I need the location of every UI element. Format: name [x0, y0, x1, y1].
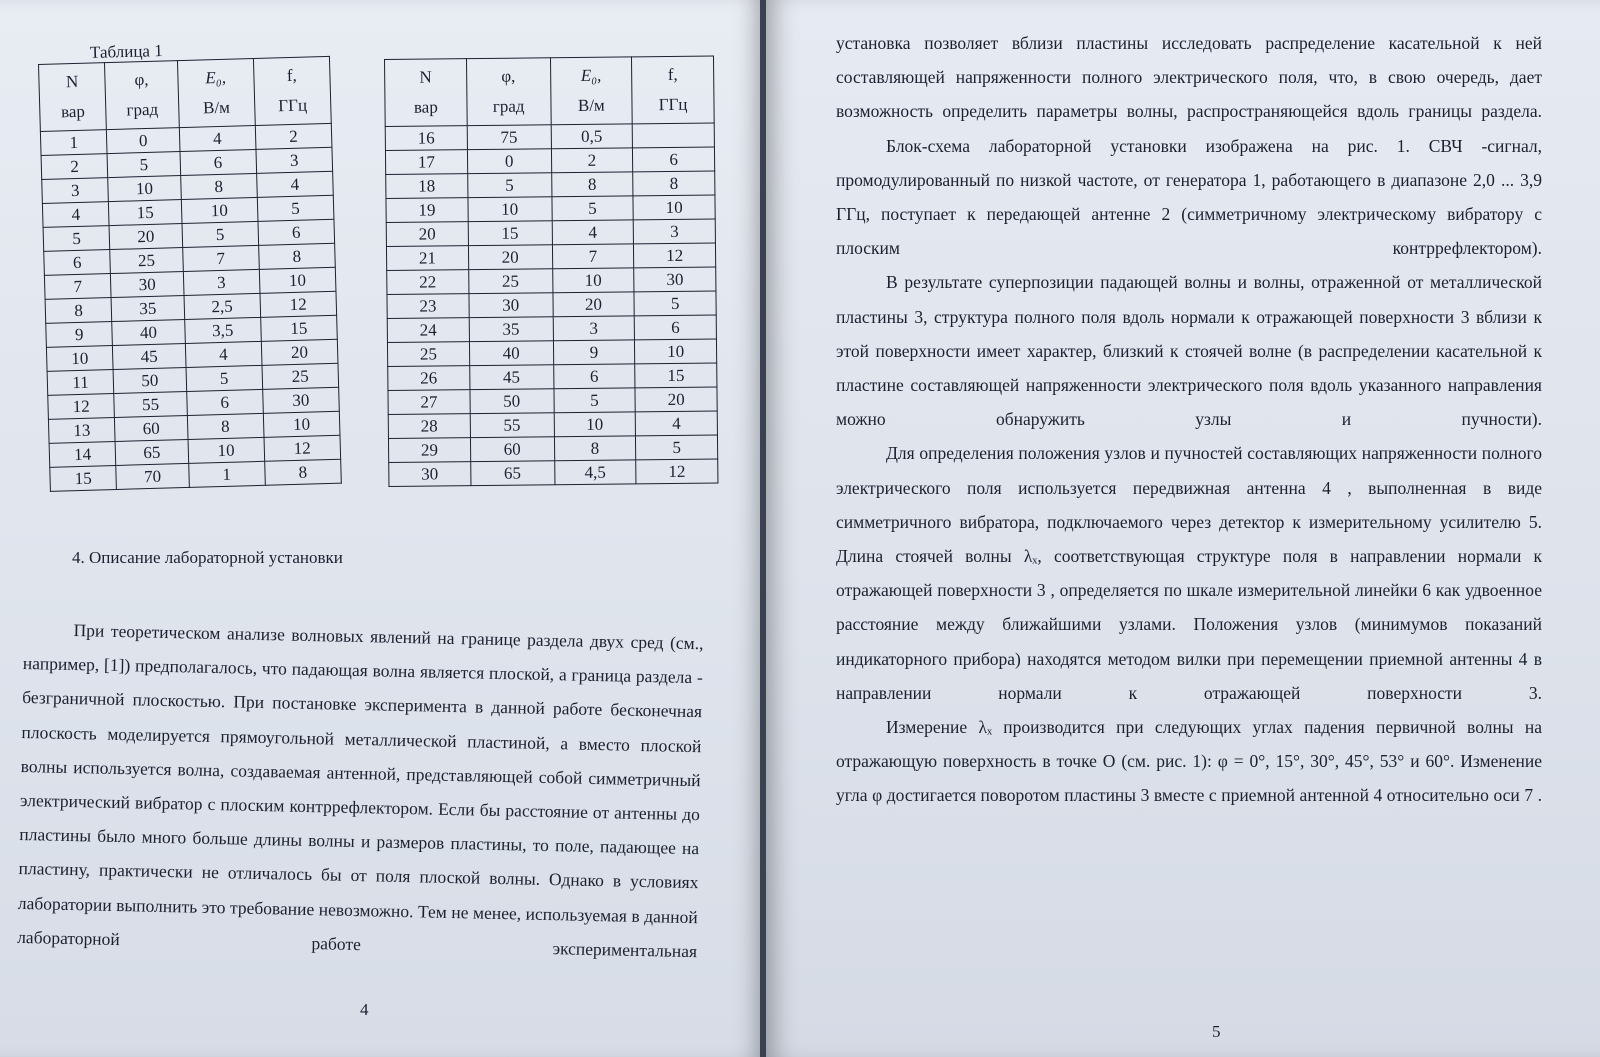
- table-row: [388, 411, 717, 438]
- table-cell: 10: [635, 339, 717, 364]
- table-row: [387, 267, 716, 294]
- column-header-line1: E₀,: [580, 65, 602, 85]
- table-body: [40, 123, 341, 491]
- table-cell: 5: [182, 221, 259, 247]
- table-caption: Таблица 1: [89, 41, 163, 62]
- table-cell: 10: [181, 197, 258, 223]
- table-cell: 5: [186, 365, 263, 391]
- table-cell: 4: [552, 220, 634, 245]
- table-cell: 40: [469, 341, 553, 366]
- column-header-line2: вар: [60, 101, 86, 122]
- table-cell: 55: [470, 413, 554, 438]
- table-cell: 4: [179, 125, 256, 151]
- column-header: [550, 57, 632, 125]
- column-header-line2: вар: [413, 97, 438, 117]
- table-cell: 8: [45, 298, 112, 324]
- table-cell: 4: [42, 202, 109, 228]
- table-cell: 6: [44, 250, 111, 276]
- table-cell: 5: [553, 388, 635, 413]
- table-cell: 50: [113, 367, 186, 393]
- column-header: [253, 56, 331, 125]
- table-variants-1-15: [38, 56, 342, 492]
- table-cell: 19: [386, 198, 468, 223]
- table-header-row: [385, 56, 715, 126]
- table-cell: 15: [635, 363, 717, 388]
- table-header-row: [39, 56, 332, 131]
- table-cell: 12: [636, 459, 718, 484]
- table-cell: 4: [185, 341, 262, 367]
- table-cell: 12: [48, 394, 115, 420]
- table-cell: 10: [633, 195, 715, 220]
- table-cell: 8: [264, 459, 341, 485]
- table-row: [385, 147, 714, 174]
- table-cell: 10: [468, 197, 552, 222]
- table-cell: 20: [635, 387, 717, 412]
- table-cell: 30: [389, 462, 471, 487]
- table-cell: 5: [634, 291, 716, 316]
- table-cell: 12: [634, 243, 716, 268]
- table-cell: 3: [183, 269, 260, 295]
- table-row: [386, 171, 715, 198]
- column-header-line2: ГГц: [277, 95, 308, 116]
- table-cell: 5: [107, 152, 180, 178]
- table-row: [387, 339, 716, 366]
- table-cell: 3: [553, 316, 635, 341]
- column-header-line1: f,: [286, 65, 298, 86]
- table-cell: 60: [115, 415, 188, 441]
- table-cell: 9: [46, 322, 113, 348]
- column-header: [105, 61, 179, 130]
- table-cell: 10: [554, 412, 636, 437]
- table-cell: 17: [385, 150, 467, 175]
- table-cell: 4: [256, 171, 333, 197]
- table-cell: 25: [387, 342, 469, 367]
- table-cell: 13: [48, 417, 115, 443]
- table-cell: 15: [260, 315, 337, 341]
- table-cell: 5: [636, 435, 718, 460]
- table-cell: 8: [180, 173, 257, 199]
- table-cell: 30: [262, 387, 339, 413]
- table-cell: 65: [115, 439, 188, 465]
- table-cell: 6: [180, 149, 257, 175]
- table-cell: 35: [469, 317, 553, 342]
- table-cell: 22: [387, 270, 469, 295]
- table-cell: 30: [469, 293, 553, 318]
- table-cell: 2: [41, 154, 108, 180]
- table-body: [385, 123, 718, 486]
- table-cell: 75: [467, 125, 551, 150]
- column-header-line2: В/м: [202, 97, 231, 118]
- table-cell: 14: [49, 441, 116, 467]
- table-cell: 21: [386, 246, 468, 271]
- column-header-line1: φ,: [134, 69, 149, 90]
- table-cell: 5: [467, 173, 551, 198]
- table-cell: 6: [634, 315, 716, 340]
- table-cell: 9: [553, 340, 635, 365]
- section-heading: 4. Описание лабораторной установки: [72, 548, 343, 567]
- column-header: [177, 58, 255, 127]
- table-cell: 8: [633, 171, 715, 196]
- table-row: [386, 219, 715, 246]
- table-cell: 5: [43, 226, 110, 252]
- table-cell: 10: [263, 411, 340, 437]
- table-cell: 20: [386, 222, 468, 247]
- column-header: [39, 63, 107, 132]
- table-cell: 12: [260, 291, 337, 317]
- table-cell: 29: [388, 438, 470, 463]
- table-cell: 6: [553, 364, 635, 389]
- table-cell: 15: [468, 221, 552, 246]
- table-cell: 23: [387, 294, 469, 319]
- table-cell: 25: [110, 248, 183, 274]
- table-cell: 45: [113, 344, 186, 370]
- column-header-line2: град: [126, 99, 159, 120]
- page-number-right: 5: [1212, 1022, 1221, 1041]
- column-header-line1: φ,: [501, 66, 516, 86]
- table-cell: 0: [107, 128, 180, 154]
- table-cell: 3,5: [184, 317, 261, 343]
- table-cell: 4,5: [554, 460, 636, 485]
- paragraph-2: Блок-схема лабораторной установки изображена на рис. 1. СВЧ -сигнал, промодулированный по низкой частоте, от генератора 1, работающего в диапазоне 2,0 ... 3,9 ГГц, поступает к передающей антенне 2 (симметричному электрическому вибратору с плоским контррефлектором).: [836, 135, 1542, 259]
- table-cell: 7: [552, 244, 634, 269]
- table-cell: 65: [470, 461, 554, 486]
- table-cell: 6: [633, 147, 715, 172]
- table-cell: 5: [551, 196, 633, 221]
- table-cell: 1: [40, 130, 107, 156]
- table-row: [387, 315, 716, 342]
- column-header-line1: E₀,: [205, 67, 227, 88]
- table-cell: 24: [387, 318, 469, 343]
- table-cell: 35: [111, 296, 184, 322]
- table-cell: 5: [257, 195, 334, 221]
- table-cell: 3: [42, 178, 109, 204]
- table-cell: 28: [388, 414, 470, 439]
- table-cell: 2,5: [184, 293, 261, 319]
- table-cell: 25: [262, 363, 339, 389]
- column-header-line1: N: [65, 71, 79, 92]
- paragraph-3: В результате суперпозиции падающей волны и волны, отраженной от металлической пластины 3, структура полного поля вдоль нормали к отражающей поверхности 3 вблизи к этой поверхности имеет характер, близкий к стоячей волне (в распределении касательной к пластине составляющей напряженности электрического поля вдоль указанного направления можно обнаружить узлы и пучности).: [836, 272, 1542, 430]
- table-cell: 2: [255, 123, 332, 149]
- table-cell: 20: [468, 245, 552, 270]
- table-cell: 11: [47, 370, 114, 396]
- table-cell: 10: [188, 437, 265, 463]
- table-cell: [632, 123, 714, 148]
- table-cell: 0: [467, 149, 551, 174]
- table-cell: 6: [186, 389, 263, 415]
- table-cell: 50: [470, 389, 554, 414]
- table-cell: 2: [551, 148, 633, 173]
- table-row: [387, 291, 716, 318]
- column-header-line1: f,: [667, 64, 678, 85]
- table-cell: 20: [552, 292, 634, 317]
- table-cell: 7: [182, 245, 259, 271]
- left-page: [0, 0, 762, 1057]
- table-cell: 15: [50, 465, 117, 491]
- paragraph-1: установка позволяет вблизи пластины исследовать распределение касательной к ней составляющей напряженности полного электрического поля, что, в свою очередь, дает возможность определить параметры волны, распространяющейся вдоль границы раздела.: [836, 33, 1542, 122]
- table-cell: 3: [256, 147, 333, 173]
- table-cell: 7: [44, 274, 111, 300]
- column-header-line2: ГГц: [658, 94, 688, 115]
- table-cell: 27: [388, 390, 470, 415]
- table-cell: 0,5: [551, 124, 633, 149]
- table-cell: 3: [633, 219, 715, 244]
- table-row: [386, 195, 715, 222]
- table-row: [385, 123, 714, 150]
- table-cell: 15: [109, 200, 182, 226]
- right-text-column: [836, 26, 1542, 813]
- column-header-line2: град: [492, 96, 525, 116]
- table-cell: 1: [188, 461, 265, 487]
- table-cell: 30: [111, 272, 184, 298]
- table-cell: 10: [46, 346, 113, 372]
- left-paragraph: При теоретическом анализе волновых явлений на границе раздела двух сред (см., например, [1]) предполагалось, что падающая волна является плоской, а граница раздела - безграничной плоскостью. При постановке эксперимента в данной работе бесконечная плоскость моделируется прямоугольной металлической пластиной, а вместо плоской волны используется волна, создаваемая антенной, представляющей собой симметричный электрический вибратор с плоским контррефлектором. Если бы расстояние от антенны до пластины было много больше длины волны и размеров пластины, то поле, падающее на пластину, практически не отличалось бы от поля плоской волны. Однако в условиях лаборатории выполнить это требование невозможно. Тем не менее, используемая в данной лабораторной работе экспериментальная: [16, 620, 704, 961]
- table-row: [388, 387, 717, 414]
- paragraph-5: Измерение λₓ производится при следующих углах падения первичной волны на отражающую поверхность в точке О (см. рис. 1): φ = 0°, 15°, 30°, 45°, 53° и 60°. Изменение угла φ достигается поворотом пластины 3 вместе с приемной антенной 4 относительно оси 7 .: [836, 717, 1542, 806]
- page-number-left: 4: [360, 1000, 369, 1019]
- table-cell: 45: [469, 365, 553, 390]
- table-variants-16-30: [384, 56, 718, 487]
- table-cell: 8: [258, 243, 335, 269]
- column-header: [385, 59, 467, 127]
- table-cell: 8: [187, 413, 264, 439]
- table-cell: 25: [468, 269, 552, 294]
- table-cell: 10: [108, 176, 181, 202]
- table-cell: 8: [551, 172, 633, 197]
- table-row: [389, 459, 718, 486]
- table-cell: 4: [635, 411, 717, 436]
- table-cell: 40: [112, 320, 185, 346]
- table-cell: 18: [386, 174, 468, 199]
- table-cell: 6: [258, 219, 335, 245]
- table-row: [386, 243, 715, 270]
- table-cell: 70: [116, 463, 189, 489]
- table-cell: 16: [385, 126, 467, 151]
- table-cell: 60: [470, 437, 554, 462]
- column-header: [466, 58, 551, 126]
- table-cell: 26: [388, 366, 470, 391]
- paragraph-4: Для определения положения узлов и пучностей составляющих напряженности полного электрического поля используется передвижная антенна 4 , выполненная в виде симметричного вибратора, подключаемого через детектор к измерительному усилителю 5. Длина стоячей волны λₓ, соответствующая структуре поля в направлении нормали к отражающей поверхности 3 , определяется по шкале измерительной линейки 6 как удвоенное расстояние между ближайшими узлами. Положения узлов (минимумов показаний индикаторного прибора) находятся методом вилки при перемещении приемной антенны 4 в направлении нормали к отражающей поверхности 3.: [836, 443, 1542, 703]
- table-cell: 8: [554, 436, 636, 461]
- column-header-line2: В/м: [577, 95, 605, 115]
- table-cell: 20: [261, 339, 338, 365]
- table-cell: 20: [109, 224, 182, 250]
- table-cell: 12: [264, 435, 341, 461]
- table-cell: 30: [634, 267, 716, 292]
- table-cell: 10: [552, 268, 634, 293]
- column-header: [632, 56, 715, 124]
- table-cell: 10: [259, 267, 336, 293]
- table-row: [388, 363, 717, 390]
- table-row: [388, 435, 717, 462]
- column-header-line1: N: [419, 67, 432, 87]
- table-cell: 55: [114, 391, 187, 417]
